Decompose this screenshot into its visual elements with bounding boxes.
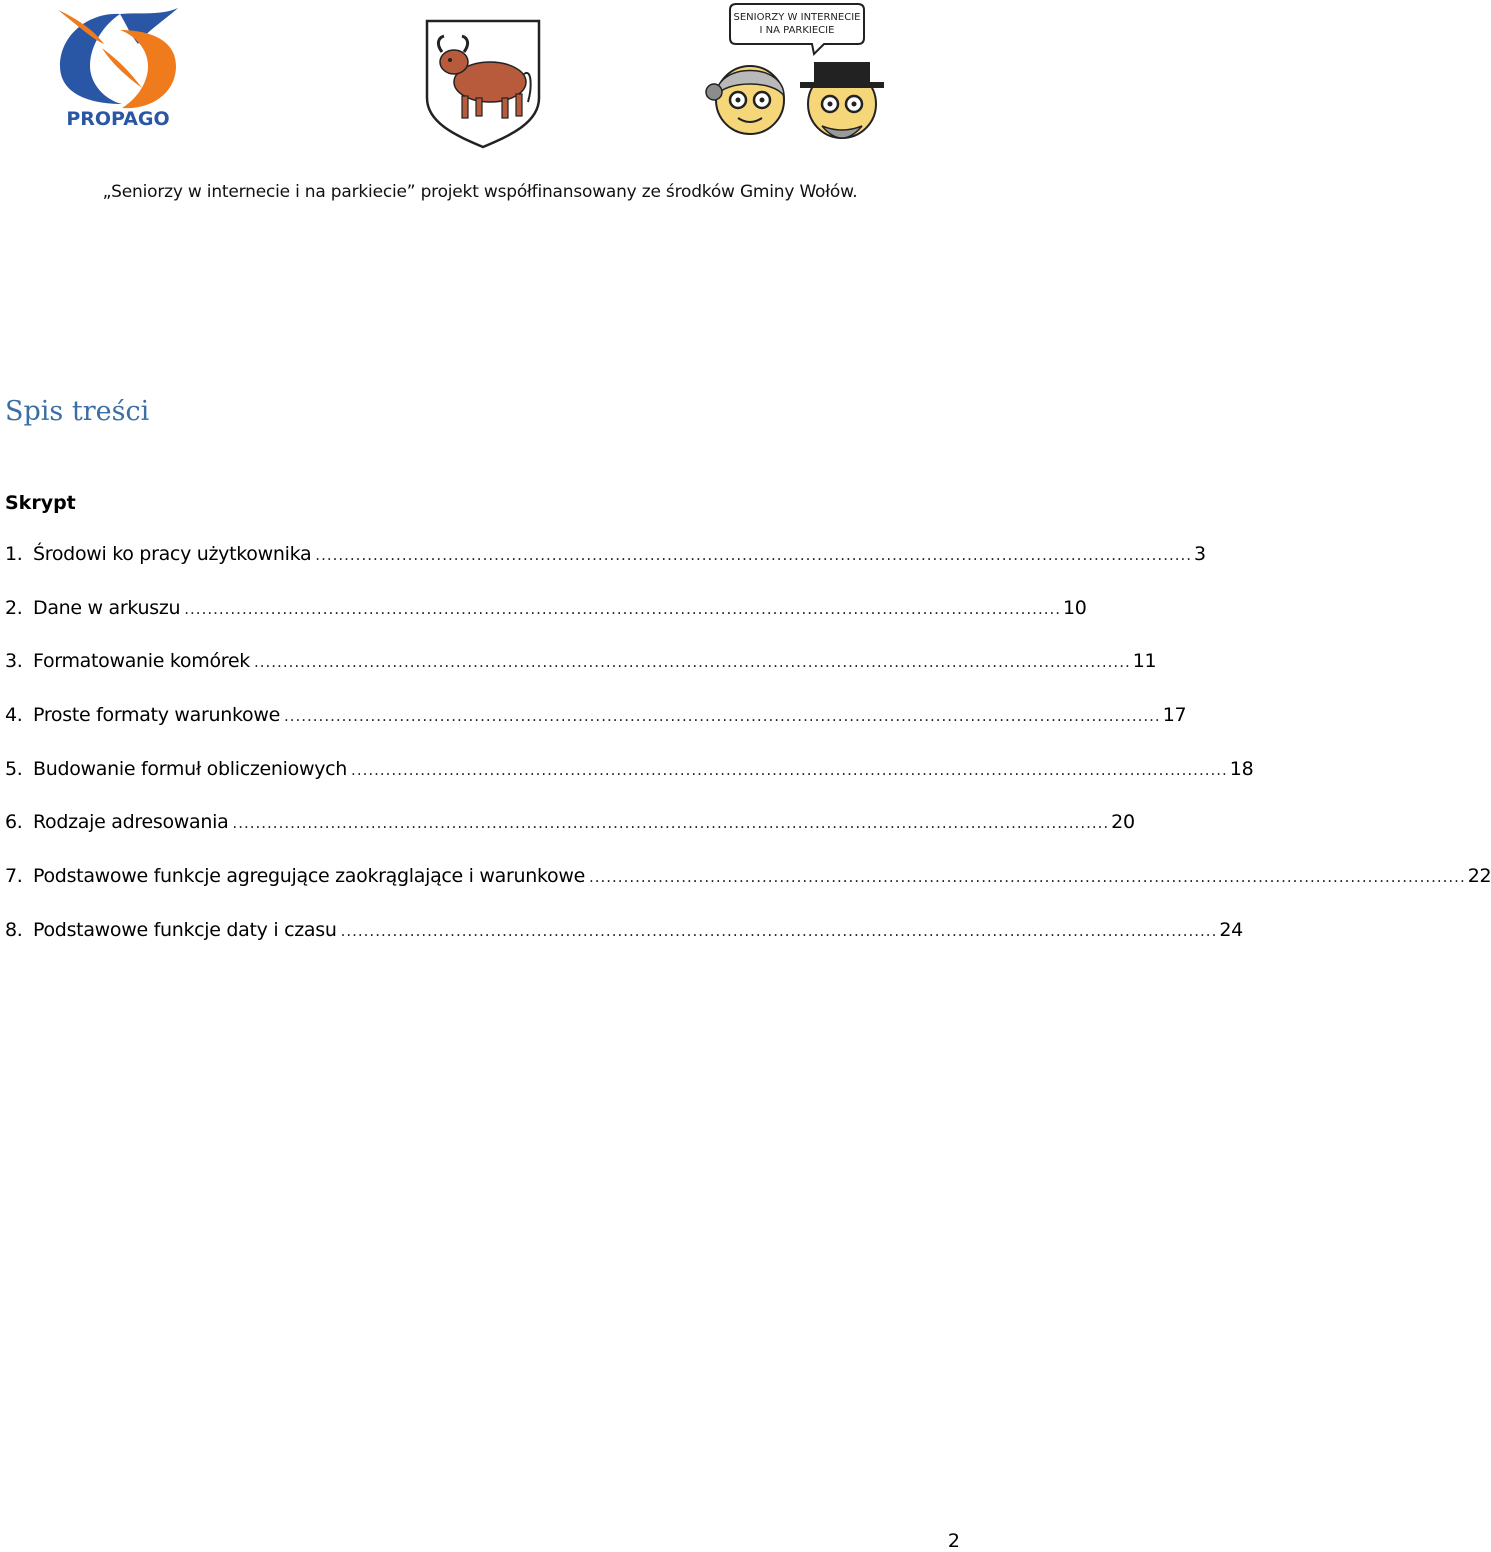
toc-entry-page: 3: [1194, 543, 1206, 565]
toc-dot-leader: ........................................................................................................................................................: [315, 546, 1193, 564]
toc-dot-leader: ........................................................................................................................................................: [340, 921, 1218, 940]
toc-entry-number: 3.: [5, 650, 23, 673]
toc-entry-number: 5.: [5, 757, 23, 780]
toc-entry-1[interactable]: [5, 543, 1206, 597]
toc-entry-page: 20: [1111, 811, 1135, 834]
toc-entry-title: Podstawowe funkcje daty i czasu: [33, 918, 337, 941]
toc-dot-leader: ........................................................................................................................................................: [253, 653, 1131, 672]
project-caption: „Seniorzy w internecie i na parkiecie” projekt współfinansowany ze środków Gminy Wołów.: [102, 182, 858, 202]
toc-entry-title: Proste formaty warunkowe: [33, 704, 280, 727]
toc-title: Spis treści: [5, 396, 150, 427]
toc-entry-page: 24: [1219, 918, 1243, 941]
toc-section-label: Skrypt: [5, 492, 76, 514]
toc-entry-title: Środowi ko pracy użytkownika: [33, 543, 312, 565]
toc-entry-page: 10: [1063, 596, 1087, 619]
toc-entry-4[interactable]: [5, 704, 1187, 758]
propago-logo-graphic: [50, 4, 186, 130]
seniors-bubble-line2: I NA PARKIECIE: [759, 25, 835, 36]
propago-logo: [50, 4, 186, 130]
toc-entry-number: 6.: [5, 811, 23, 834]
toc-dot-leader: ........................................................................................................................................................: [184, 599, 1062, 618]
toc-entry-8[interactable]: [5, 918, 1243, 973]
toc-entry-title: Podstawowe funkcje agregujące zaokrąglające i warunkowe: [33, 865, 585, 888]
toc-entry-page: 17: [1162, 704, 1187, 727]
toc-entry-number: 8.: [5, 918, 23, 941]
toc-entry-number: 2.: [5, 596, 23, 619]
toc-entry-number: 1.: [5, 543, 23, 565]
toc-dot-leader: ........................................................................................................................................................: [351, 760, 1228, 779]
toc-entry-title: Budowanie formuł obliczeniowych: [33, 757, 348, 780]
coat-of-arms-logo: [424, 18, 542, 150]
seniors-bubble-line1: SENIORZY W INTERNECIE: [733, 12, 861, 23]
propago-logo-text: PROPAGO: [66, 108, 170, 130]
toc-list: [5, 543, 1491, 973]
toc-entry-page: 11: [1132, 650, 1157, 673]
toc-entry-number: 4.: [5, 704, 23, 727]
toc-dot-leader: ........................................................................................................................................................: [588, 868, 1466, 887]
toc-entry-page: 22: [1467, 865, 1491, 888]
toc-entry-page: 18: [1229, 757, 1254, 780]
toc-entry-title: Dane w arkuszu: [33, 596, 181, 619]
seniors-faces-icon: [700, 0, 896, 150]
page-number: 2: [947, 1530, 960, 1552]
toc-dot-leader: ........................................................................................................................................................: [283, 707, 1161, 726]
bull-crest-icon: [424, 18, 542, 150]
toc-entry-7[interactable]: [5, 865, 1491, 919]
toc-entry-title: Rodzaje adresowania: [33, 811, 229, 834]
seniors-logo: [700, 0, 896, 150]
toc-entry-2[interactable]: [5, 596, 1087, 651]
toc-entry-3[interactable]: [5, 650, 1157, 704]
toc-entry-number: 7.: [5, 865, 23, 888]
toc-entry-title: Formatowanie komórek: [33, 650, 250, 673]
toc-dot-leader: ........................................................................................................................................................: [232, 814, 1110, 833]
toc-entry-6[interactable]: [5, 811, 1135, 865]
toc-entry-5[interactable]: [5, 757, 1254, 812]
